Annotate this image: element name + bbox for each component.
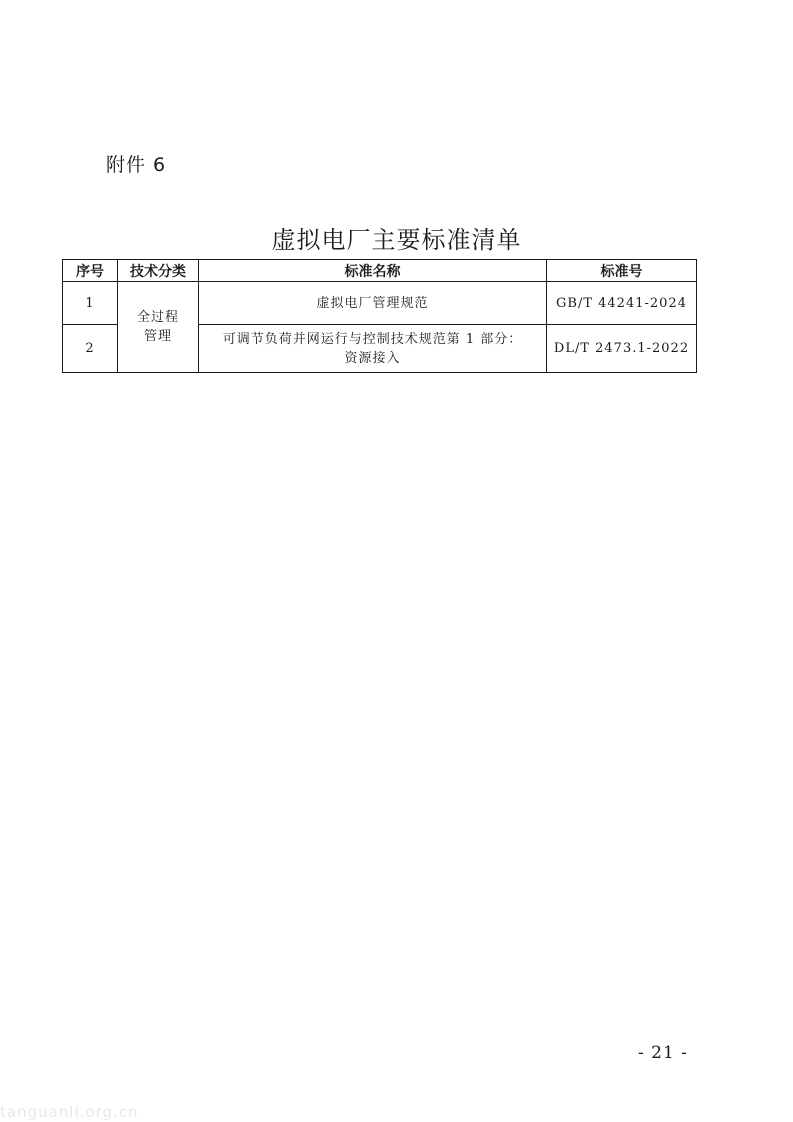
attachment-label: 附件 6 (106, 154, 167, 176)
category-line: 全过程 (136, 310, 179, 325)
header-standard-name: 标准名称 (199, 260, 547, 282)
standard-name-line: 资源接入 (344, 350, 401, 366)
header-standard-code: 标准号 (547, 260, 697, 282)
category-cell (118, 282, 199, 373)
document-title: 虚拟电厂主要标准清单 (271, 226, 522, 254)
standard-code: GB/T 44241-2024 (547, 282, 697, 325)
row-index: 2 (63, 325, 118, 373)
standard-name (199, 325, 547, 373)
watermark: tanguanli.org.cn (0, 1103, 139, 1121)
table-row (63, 282, 697, 325)
row-index: 1 (63, 282, 118, 325)
table-header-row (63, 260, 697, 282)
page-number: - 21 - (638, 1043, 688, 1063)
header-category: 技术分类 (118, 260, 199, 282)
header-index: 序号 (63, 260, 118, 282)
standard-name-line: 可调节负荷并网运行与控制技术规范第 1 部分： (222, 331, 523, 347)
standards-table (62, 259, 697, 373)
standard-name: 虚拟电厂管理规范 (199, 282, 547, 325)
standard-code: DL/T 2473.1-2022 (547, 325, 697, 373)
category-line: 管理 (143, 329, 172, 344)
